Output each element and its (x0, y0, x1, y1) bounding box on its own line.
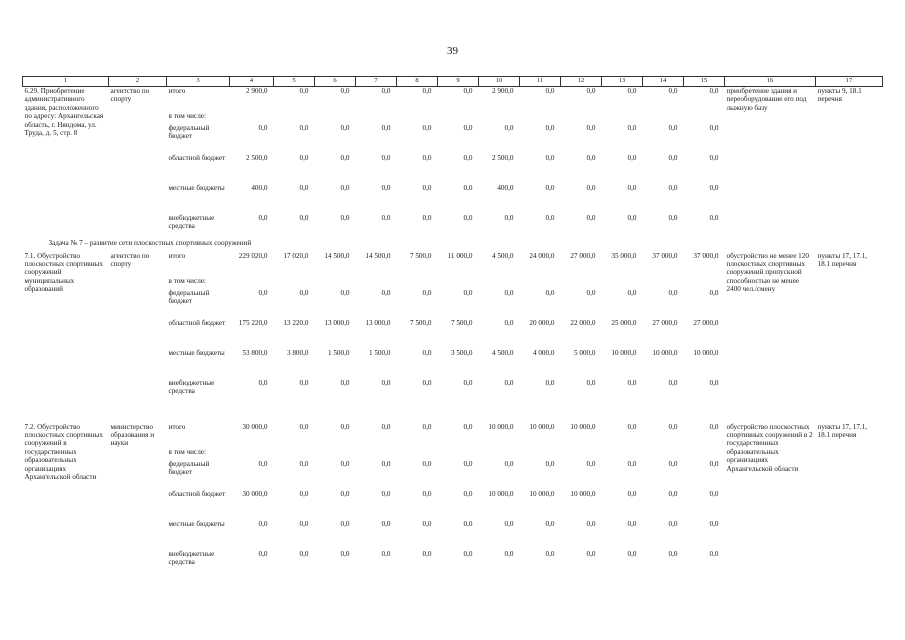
funding-value: 0,0 (709, 123, 719, 132)
funding-value: 0,0 (299, 489, 309, 498)
funding-value: 10 000,0 (529, 489, 555, 498)
funding-value (479, 277, 520, 289)
column-number: 9 (438, 77, 479, 87)
activity-name: 6.29. Приобретение административного здания, расположенного по адресу: Архангельская область, г. Няндома, ул. Труда, д. 5, стр. 8 (24, 87, 104, 138)
funding-source: федеральный бюджет (168, 288, 210, 305)
funding-source: итого (168, 87, 186, 95)
funding-value: 0,0 (709, 519, 719, 528)
funding-value: 0,0 (668, 519, 678, 528)
funding-value: 0,0 (627, 459, 637, 468)
funding-value: 0,0 (258, 549, 268, 558)
funding-source: итого (168, 251, 186, 260)
program-activities-table (22, 76, 883, 572)
funding-value: 0,0 (504, 213, 514, 222)
indicator-reference: пункты 17, 17.1, 18.1 перечня (817, 422, 868, 439)
funding-value: 0,0 (340, 378, 350, 387)
funding-value: 0,0 (381, 123, 391, 132)
funding-source: федеральный бюджет (168, 459, 210, 476)
funding-value: 0,0 (422, 549, 432, 558)
funding-value: 14 500,0 (324, 251, 350, 260)
funding-value: 25 000,0 (611, 318, 637, 327)
funding-value: 0,0 (586, 213, 596, 222)
funding-source: областной бюджет (168, 489, 226, 498)
funding-value: 0,0 (545, 459, 555, 468)
funding-value: 229 020,0 (238, 251, 268, 260)
funding-value: 0,0 (381, 489, 391, 498)
funding-value: 0,0 (340, 123, 350, 132)
funding-value: 0,0 (586, 153, 596, 162)
funding-source: в том числе: (168, 276, 206, 285)
funding-value: 0,0 (627, 378, 637, 387)
funding-value: 0,0 (422, 459, 432, 468)
funding-value: 0,0 (627, 489, 637, 498)
funding-value: 0,0 (299, 519, 309, 528)
funding-value: 0,0 (299, 213, 309, 222)
funding-value: 7 500,0 (409, 318, 432, 327)
funding-value: 0,0 (340, 87, 350, 95)
funding-value: 10 000,0 (488, 422, 514, 431)
funding-value: 0,0 (586, 549, 596, 558)
funding-value (520, 277, 561, 289)
funding-value: 0,0 (545, 153, 555, 162)
funding-value: 0,0 (381, 87, 391, 95)
funding-value: 0,0 (668, 87, 678, 95)
funding-value: 10 000,0 (570, 489, 596, 498)
funding-source: местные бюджеты (168, 348, 225, 357)
funding-value: 53 800,0 (242, 348, 268, 357)
funding-value: 0,0 (504, 378, 514, 387)
funding-value: 0,0 (709, 549, 719, 558)
funding-value: 35 000,0 (611, 251, 637, 260)
funding-source: внебюджетные средства (168, 549, 215, 566)
funding-value: 0,0 (586, 519, 596, 528)
funding-value: 10 000,0 (693, 348, 719, 357)
column-number: 6 (315, 77, 356, 87)
funding-value: 27 000,0 (570, 251, 596, 260)
funding-value: 27 000,0 (652, 318, 678, 327)
funding-value: 0,0 (545, 123, 555, 132)
activity-name: 7.1. Обустройство плоскостных спортивных сооружений муниципальных образований (24, 251, 103, 294)
funding-value (356, 112, 397, 124)
funding-value: 14 500,0 (365, 251, 391, 260)
funding-value: 0,0 (299, 123, 309, 132)
funding-value: 0,0 (504, 549, 514, 558)
funding-value: 4 500,0 (491, 348, 514, 357)
funding-value: 0,0 (627, 123, 637, 132)
funding-value: 0,0 (258, 288, 268, 297)
funding-value (315, 112, 356, 124)
funding-value: 10 000,0 (529, 422, 555, 431)
funding-row (23, 252, 883, 277)
funding-value: 0,0 (422, 348, 432, 357)
funding-value: 0,0 (463, 549, 473, 558)
funding-value: 0,0 (668, 489, 678, 498)
funding-value: 0,0 (340, 213, 350, 222)
funding-value: 11 000,0 (447, 251, 473, 260)
column-number: 5 (274, 77, 315, 87)
funding-value: 5 000,0 (573, 348, 596, 357)
funding-source: областной бюджет (168, 153, 226, 162)
funding-value (479, 112, 520, 124)
indicator-reference: пункты 9, 18.1 перечня (817, 87, 862, 104)
funding-value: 0,0 (381, 153, 391, 162)
funding-value: 2 900,0 (245, 87, 268, 95)
funding-row (23, 87, 883, 112)
funding-value: 0,0 (668, 213, 678, 222)
funding-value: 0,0 (463, 459, 473, 468)
activity-name: 7.2. Обустройство плоскостных спортивных сооружений в государственных образовательных организациях Архангельской области (24, 422, 103, 482)
funding-value: 0,0 (463, 378, 473, 387)
column-number: 7 (356, 77, 397, 87)
funding-value: 1 500,0 (327, 348, 350, 357)
funding-value: 0,0 (545, 183, 555, 192)
funding-value: 0,0 (463, 213, 473, 222)
funding-value: 0,0 (709, 288, 719, 297)
funding-value: 0,0 (504, 123, 514, 132)
funding-value: 400,0 (251, 183, 268, 192)
funding-value: 0,0 (586, 378, 596, 387)
funding-source: местные бюджеты (168, 519, 225, 528)
spacer-row (23, 401, 883, 423)
column-number: 3 (167, 77, 230, 87)
funding-value (438, 277, 479, 289)
funding-value (438, 448, 479, 460)
funding-value (643, 277, 684, 289)
funding-value: 0,0 (668, 288, 678, 297)
funding-value: 0,0 (299, 378, 309, 387)
funding-value: 0,0 (586, 87, 596, 95)
funding-value: 0,0 (299, 422, 309, 431)
funding-value: 0,0 (340, 459, 350, 468)
funding-value: 10 000,0 (611, 348, 637, 357)
funding-value: 4 000,0 (532, 348, 555, 357)
funding-value: 0,0 (340, 519, 350, 528)
funding-value: 0,0 (668, 123, 678, 132)
funding-source: в том числе: (168, 447, 206, 456)
funding-value: 0,0 (463, 489, 473, 498)
funding-value: 0,0 (463, 519, 473, 528)
funding-value: 0,0 (709, 183, 719, 192)
funding-value (520, 448, 561, 460)
funding-value: 0,0 (586, 288, 596, 297)
funding-value (684, 277, 725, 289)
funding-value: 3 500,0 (450, 348, 473, 357)
funding-value: 400,0 (497, 183, 514, 192)
funding-value: 0,0 (668, 378, 678, 387)
funding-value (438, 112, 479, 124)
funding-value: 0,0 (299, 87, 309, 95)
funding-value: 0,0 (381, 459, 391, 468)
executor: агентство по спорту (110, 251, 150, 268)
funding-value (230, 277, 274, 289)
funding-value: 0,0 (709, 489, 719, 498)
funding-source: итого (168, 422, 186, 431)
funding-value (561, 448, 602, 460)
funding-value: 30 000,0 (242, 422, 268, 431)
funding-value: 10 000,0 (652, 348, 678, 357)
funding-value: 24 000,0 (529, 251, 555, 260)
expected-result: обустройство плоскостных спортивных сооружений в 2 государственных образовательных организациях Архангельской области (726, 422, 813, 473)
funding-value: 0,0 (340, 288, 350, 297)
column-number: 14 (643, 77, 684, 87)
funding-value: 0,0 (586, 123, 596, 132)
funding-value: 0,0 (463, 183, 473, 192)
funding-value: 30 000,0 (242, 489, 268, 498)
expected-result: обустройство не менее 120 плоскостных спортивных сооружений пропускной способностью не менее 2400 чел./смену (726, 251, 809, 294)
funding-value: 0,0 (299, 183, 309, 192)
funding-value: 0,0 (627, 213, 637, 222)
funding-value: 0,0 (709, 378, 719, 387)
funding-value: 0,0 (340, 489, 350, 498)
funding-value: 37 000,0 (652, 251, 678, 260)
funding-value (684, 448, 725, 460)
funding-value: 0,0 (258, 378, 268, 387)
funding-value: 0,0 (422, 288, 432, 297)
funding-value: 0,0 (504, 288, 514, 297)
funding-value: 17 020,0 (283, 251, 309, 260)
column-number: 16 (725, 77, 816, 87)
funding-value: 7 500,0 (450, 318, 473, 327)
funding-value: 0,0 (545, 549, 555, 558)
executor: министерство образования и науки (110, 422, 155, 448)
funding-value (602, 112, 643, 124)
funding-value (643, 448, 684, 460)
funding-value (274, 448, 315, 460)
funding-value: 0,0 (709, 459, 719, 468)
funding-value: 0,0 (422, 87, 432, 95)
funding-value: 0,0 (381, 519, 391, 528)
funding-value: 0,0 (463, 87, 473, 95)
funding-value (602, 277, 643, 289)
funding-value: 0,0 (627, 87, 637, 95)
funding-value: 0,0 (422, 378, 432, 387)
funding-value (356, 448, 397, 460)
funding-value (397, 448, 438, 460)
funding-value (561, 277, 602, 289)
funding-value: 1 500,0 (368, 348, 391, 357)
funding-source: областной бюджет (168, 318, 226, 327)
funding-value: 0,0 (258, 213, 268, 222)
column-number: 10 (479, 77, 520, 87)
funding-value (274, 277, 315, 289)
funding-value: 13 000,0 (365, 318, 391, 327)
funding-value: 27 000,0 (693, 318, 719, 327)
funding-value: 0,0 (381, 378, 391, 387)
funding-value (315, 277, 356, 289)
funding-value: 0,0 (381, 213, 391, 222)
funding-value: 0,0 (545, 378, 555, 387)
funding-value (643, 112, 684, 124)
funding-value: 0,0 (299, 459, 309, 468)
funding-value: 7 500,0 (409, 251, 432, 260)
expected-result: приобретение здания и переоборудование его под лыжную базу (726, 87, 807, 112)
funding-value (230, 448, 274, 460)
funding-value: 0,0 (504, 459, 514, 468)
funding-value: 0,0 (504, 519, 514, 528)
funding-value: 0,0 (586, 459, 596, 468)
column-number: 17 (816, 77, 883, 87)
funding-value: 0,0 (299, 153, 309, 162)
column-number-row (23, 77, 883, 87)
funding-value: 0,0 (340, 153, 350, 162)
funding-value: 13 220,0 (283, 318, 309, 327)
column-number: 8 (397, 77, 438, 87)
funding-source: внебюджетные средства (168, 378, 215, 395)
funding-value: 0,0 (463, 288, 473, 297)
funding-value: 0,0 (340, 422, 350, 431)
funding-value: 0,0 (668, 459, 678, 468)
funding-value: 2 500,0 (245, 153, 268, 162)
funding-value: 0,0 (668, 549, 678, 558)
funding-value: 0,0 (709, 213, 719, 222)
column-number: 15 (684, 77, 725, 87)
funding-value: 37 000,0 (693, 251, 719, 260)
funding-value: 0,0 (627, 422, 637, 431)
funding-value (602, 448, 643, 460)
funding-value: 0,0 (545, 519, 555, 528)
funding-value: 0,0 (668, 183, 678, 192)
funding-value: 0,0 (545, 87, 555, 95)
funding-value: 0,0 (381, 422, 391, 431)
funding-value: 0,0 (381, 288, 391, 297)
indicator-reference: пункты 17, 17.1, 18.1 перечня (817, 251, 868, 268)
funding-value: 20 000,0 (529, 318, 555, 327)
page-number: 39 (447, 45, 458, 57)
funding-value: 0,0 (258, 519, 268, 528)
funding-value: 0,0 (627, 183, 637, 192)
funding-value: 0,0 (422, 519, 432, 528)
funding-value: 0,0 (422, 422, 432, 431)
funding-source: местные бюджеты (168, 183, 225, 192)
funding-value (230, 112, 274, 124)
funding-value: 10 000,0 (570, 422, 596, 431)
funding-value (684, 112, 725, 124)
funding-value: 0,0 (381, 549, 391, 558)
column-number: 4 (230, 77, 274, 87)
column-number: 11 (520, 77, 561, 87)
funding-value (274, 112, 315, 124)
executor: агентство по спорту (110, 87, 150, 104)
funding-value: 0,0 (627, 549, 637, 558)
funding-source: внебюджетные средства (168, 213, 215, 230)
funding-value (397, 112, 438, 124)
funding-value: 0,0 (627, 519, 637, 528)
funding-value (356, 277, 397, 289)
funding-value: 0,0 (463, 422, 473, 431)
funding-value (479, 448, 520, 460)
funding-value: 0,0 (545, 288, 555, 297)
funding-value: 0,0 (668, 422, 678, 431)
funding-value: 4 500,0 (491, 251, 514, 260)
column-number: 12 (561, 77, 602, 87)
funding-value: 10 000,0 (488, 489, 514, 498)
funding-value: 0,0 (709, 422, 719, 431)
funding-value: 0,0 (586, 183, 596, 192)
column-number: 13 (602, 77, 643, 87)
funding-value: 2 900,0 (491, 87, 514, 95)
funding-value: 0,0 (545, 213, 555, 222)
funding-value: 175 220,0 (238, 318, 268, 327)
funding-value: 0,0 (709, 87, 719, 95)
funding-row (23, 423, 883, 448)
funding-value: 0,0 (463, 123, 473, 132)
funding-value: 0,0 (422, 123, 432, 132)
funding-value: 2 500,0 (491, 153, 514, 162)
funding-value: 0,0 (381, 183, 391, 192)
funding-value (397, 277, 438, 289)
funding-value: 0,0 (299, 549, 309, 558)
funding-value (561, 112, 602, 124)
funding-value: 0,0 (627, 153, 637, 162)
funding-value: 0,0 (668, 153, 678, 162)
funding-source: федеральный бюджет (168, 123, 210, 140)
funding-value: 0,0 (299, 288, 309, 297)
funding-value: 0,0 (422, 489, 432, 498)
funding-value: 0,0 (463, 153, 473, 162)
task-heading: Задача № 7 – развитие сети плоскостных спортивных сооружений (48, 239, 252, 248)
funding-value: 0,0 (709, 153, 719, 162)
funding-value: 0,0 (258, 459, 268, 468)
funding-value: 0,0 (422, 183, 432, 192)
funding-value: 0,0 (504, 318, 514, 327)
funding-value: 0,0 (340, 183, 350, 192)
column-number: 2 (109, 77, 167, 87)
funding-value: 22 000,0 (570, 318, 596, 327)
task-heading-row (23, 236, 883, 252)
funding-value: 0,0 (422, 213, 432, 222)
funding-value: 0,0 (258, 123, 268, 132)
funding-value: 13 000,0 (324, 318, 350, 327)
funding-value (315, 448, 356, 460)
funding-value: 3 800,0 (286, 348, 309, 357)
column-number: 1 (23, 77, 109, 87)
funding-value: 0,0 (340, 549, 350, 558)
funding-value: 0,0 (422, 153, 432, 162)
funding-value: 0,0 (627, 288, 637, 297)
funding-source: в том числе: (168, 111, 206, 120)
funding-value (520, 112, 561, 124)
